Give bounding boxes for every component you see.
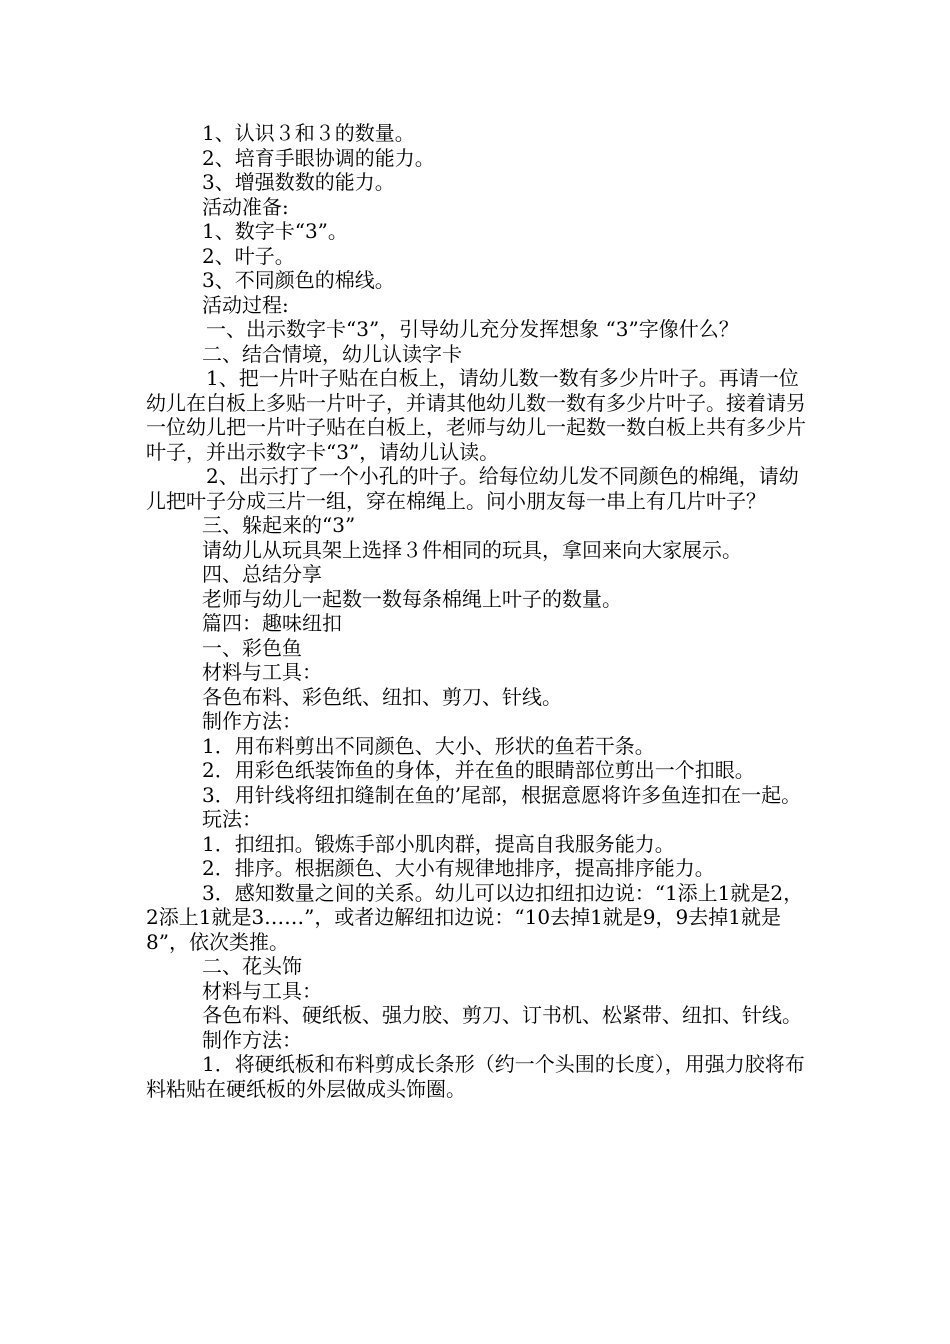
paragraph: 2．排序。根据颜色、大小有规律地排序，提高排序能力。 [202,856,715,880]
section-heading: 活动准备: [202,194,289,219]
paragraph: 1、数字卡“3”。 [202,219,348,243]
section-heading: 四、总结分享 [202,562,322,586]
section-heading: 制作方法： [202,1027,302,1052]
paragraph: 请幼儿从玩具架上选择３件相同的玩具，拿回来向大家展示。 [202,537,742,562]
section-heading: 制作方法： [202,709,302,733]
paragraph: 3、增强数数的能力。 [202,170,395,194]
paragraph: 1、把一片叶子贴在白板上，请幼儿数一数有多少片叶子。再请一位幼儿在白板上多贴一片叶子，并请其他幼儿数一数有多少片叶子。接着请另一位幼儿把一片叶子贴在白板上，老师与幼儿一起数一数白板上共有多少片叶子，并出示数字卡“3”，请幼儿认读。 [146,366,806,464]
section-heading: 二、结合情境，幼儿认读字卡 [202,341,462,366]
section-heading: 材料与工具： [202,978,322,1003]
document-body [146,121,812,1101]
paragraph: 2．用彩色纸装饰鱼的身体，并在鱼的眼睛部位剪出一个扣眼。 [202,758,755,782]
paragraph: 2、叶子。 [202,243,295,268]
section-heading: 三、躲起来的“3” [202,513,356,537]
chapter-heading: 篇四：趣味纽扣 [202,611,342,635]
paragraph: 3．用针线将纽扣缝制在鱼的’尾部，根据意愿将许多鱼连扣在一起。 [202,782,802,807]
section-heading: 活动过程: [202,292,289,317]
section-heading: 玩法： [202,807,262,831]
paragraph: 1．用布料剪出不同颜色、大小、形状的鱼若干条。 [202,733,655,758]
paragraph: 各色布料、硬纸板、强力胶、剪刀、订书机、松紧带、纽扣、针线。 [202,1003,802,1027]
paragraph: 3、不同颜色的棉线。 [202,268,395,292]
section-heading: 二、花头饰 [202,954,302,978]
section-heading: 一、彩色鱼 [202,635,302,660]
paragraph: 老师与幼儿一起数一数每条棉绳上叶子的数量。 [202,586,622,611]
paragraph: 3．感知数量之间的关系。幼儿可以边扣纽扣边说：“1添上1就是2，2添上1就是3……”，或者边解纽扣边说：“10去掉1就是9，9去掉1就是8”，依次类推。 [146,880,804,954]
paragraph: 2、出示打了一个小孔的叶子。给每位幼儿发不同颜色的棉绳，请幼儿把叶子分成三片一组，穿在棉绳上。问小朋友每一串上有几片叶子？ [146,464,799,513]
section-heading: 材料与工具： [202,660,322,684]
paragraph: 1、认识３和３的数量。 [202,121,415,145]
paragraph: 各色布料、彩色纸、纽扣、剪刀、针线。 [202,684,562,709]
paragraph: 1．扣纽扣。锻炼手部小肌肉群，提高自我服务能力。 [202,831,675,856]
paragraph: 2、培育手眼协调的能力。 [202,145,435,170]
paragraph: 1．将硬纸板和布料剪成长条形（约一个头围的长度），用强力胶将布料粘贴在硬纸板的外层做成头饰圈。 [146,1052,805,1101]
paragraph: 一、出示数字卡“3”，引导幼儿充分发挥想象 “3”字像什么？ [206,317,739,341]
